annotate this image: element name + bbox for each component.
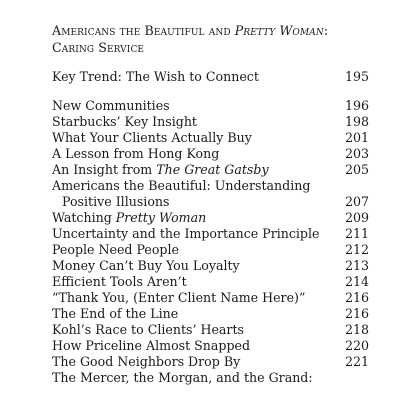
toc-entry-title xyxy=(52,258,240,274)
toc-entry-page-number: 213 xyxy=(344,258,369,273)
table-of-contents xyxy=(52,69,369,386)
toc-entry-title xyxy=(62,194,169,210)
toc-entry-title xyxy=(52,290,305,306)
toc-entry-title xyxy=(52,338,250,354)
toc-entry-title xyxy=(52,322,244,338)
toc-entry-title xyxy=(52,114,197,130)
toc-entry-page-number: 196 xyxy=(344,98,369,113)
toc-entry-title-text: Starbucks’ Key Insight xyxy=(52,114,197,129)
toc-entry xyxy=(52,370,369,386)
toc-entry-title xyxy=(52,226,319,242)
toc-entry-title-text: How Priceline Almost Snapped xyxy=(52,338,251,353)
toc-entry-title-text: Uncertainty and the Importance Principle xyxy=(52,226,320,241)
toc-entry-title xyxy=(52,354,240,370)
toc-entry-page-number: 203 xyxy=(344,146,369,161)
toc-entry-page-number: 221 xyxy=(344,354,369,369)
toc-entry-title-text: Americans the Beautiful: Understanding xyxy=(52,178,311,193)
toc-entry-title xyxy=(52,130,252,146)
toc-entry-title xyxy=(52,146,219,162)
toc-entry-page-number: 214 xyxy=(344,274,369,289)
toc-entry-page-number: 211 xyxy=(344,226,369,241)
toc-entry-title-text: Watching xyxy=(52,210,116,225)
toc-entry-title-italic: Pretty Woman xyxy=(115,210,207,225)
toc-entry-title xyxy=(52,370,313,386)
toc-entry-page-number: 207 xyxy=(344,194,369,209)
toc-entry-page-number: 212 xyxy=(344,242,369,257)
toc-entry-title-text: Kohl’s Race to Clients’ Hearts xyxy=(52,322,244,337)
toc-entry xyxy=(52,258,369,274)
toc-entry xyxy=(52,274,369,290)
toc-entry xyxy=(52,306,369,322)
toc-entry xyxy=(52,98,369,114)
toc-entry-title xyxy=(52,306,178,322)
toc-entry-title xyxy=(52,178,310,194)
chapter-heading-italic: Pretty Woman xyxy=(234,23,324,38)
chapter-heading-suffix: : xyxy=(323,23,329,38)
toc-entry-title-text: People Need People xyxy=(52,242,179,257)
toc-entry-title xyxy=(52,69,259,85)
toc-entry-page-number: 218 xyxy=(344,322,369,337)
toc-entry xyxy=(52,338,369,354)
toc-entry-title-text: Efficient Tools Aren’t xyxy=(52,274,187,289)
toc-entry xyxy=(52,226,369,242)
toc-entry-page-number: 216 xyxy=(344,290,369,305)
toc-entry-title-text: “Thank You, (Enter Client Name Here)” xyxy=(52,290,306,305)
toc-entry-page-number: 201 xyxy=(344,130,369,145)
toc-entry xyxy=(52,146,369,162)
toc-entry-title-italic: The Great Gatsby xyxy=(156,162,269,177)
toc-entry-page-number: 209 xyxy=(344,210,369,225)
toc-entry-page-number: 195 xyxy=(344,69,369,84)
toc-entry-page-number: 220 xyxy=(344,338,369,353)
toc-entry xyxy=(52,130,369,146)
toc-entry-title-text: A Lesson from Hong Kong xyxy=(52,146,220,161)
toc-entry xyxy=(52,194,369,210)
toc-entry xyxy=(52,210,369,226)
toc-entry xyxy=(52,322,369,338)
toc-entry-title xyxy=(52,210,206,226)
toc-entry-page-number: 205 xyxy=(344,162,369,177)
toc-entry-page-number: 216 xyxy=(344,306,369,321)
toc-entry-title-text: Money Can’t Buy You Loyalty xyxy=(52,258,240,273)
toc-entry-title xyxy=(52,162,269,178)
chapter-heading-line-1 xyxy=(52,22,352,39)
toc-entry xyxy=(52,178,369,194)
toc-entry-title-text: Key Trend: The Wish to Connect xyxy=(52,69,259,84)
toc-entry xyxy=(52,162,369,178)
chapter-heading xyxy=(52,22,352,56)
toc-entry xyxy=(52,242,369,258)
toc-entry-title-text: The Good Neighbors Drop By xyxy=(52,354,241,369)
toc-entry-title-text: What Your Clients Actually Buy xyxy=(52,130,252,145)
toc-entry-title-text: The Mercer, the Morgan, and the Grand: xyxy=(52,370,313,385)
toc-entry xyxy=(52,114,369,130)
toc-entry-title-text: The End of the Line xyxy=(52,306,179,321)
toc-entry xyxy=(52,354,369,370)
toc-entry xyxy=(52,69,369,85)
toc-entry-title-text: An Insight from xyxy=(52,162,157,177)
toc-entry-title xyxy=(52,242,179,258)
toc-entry-title xyxy=(52,98,170,114)
toc-entry-title xyxy=(52,274,187,290)
toc-entry-title-text: Positive Illusions xyxy=(62,194,170,209)
chapter-heading-line-2: Caring Service xyxy=(52,40,145,55)
toc-entry-title-text: New Communities xyxy=(52,98,170,113)
toc-entry-page-number: 198 xyxy=(344,114,369,129)
chapter-heading-prefix: Americans the Beautiful and xyxy=(52,23,235,38)
toc-entry xyxy=(52,290,369,306)
